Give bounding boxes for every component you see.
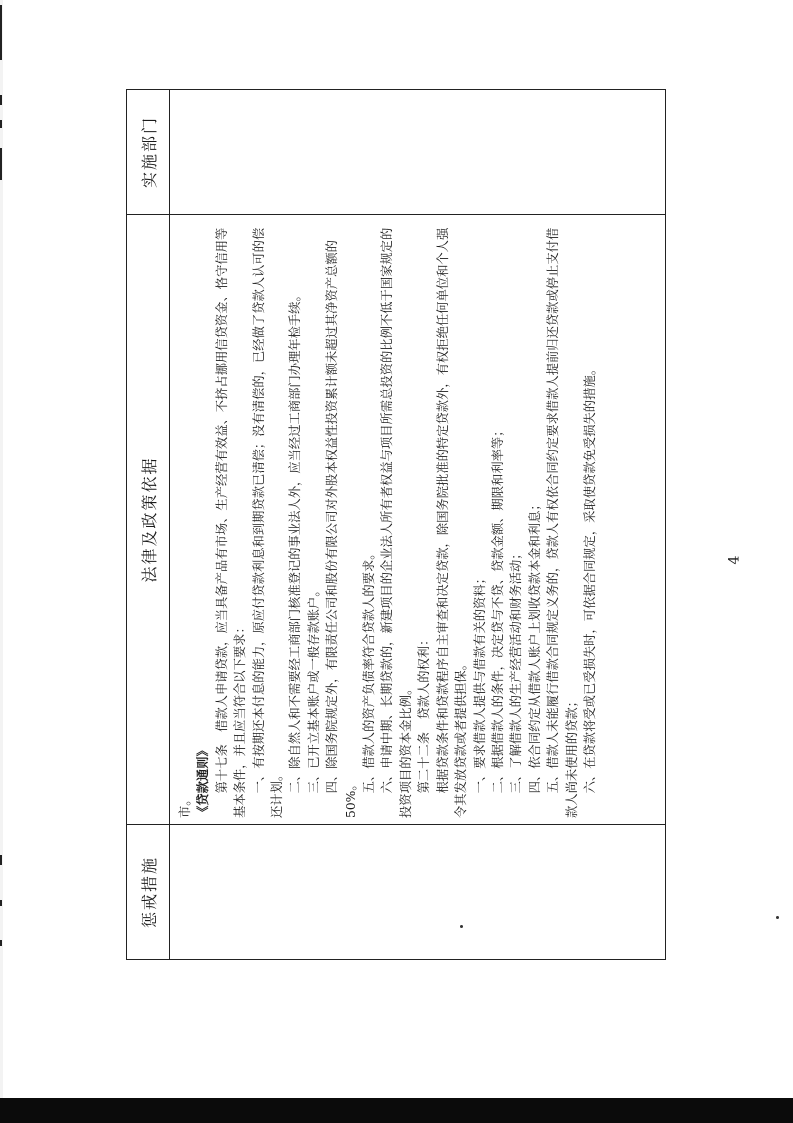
- scan-bottom-band: [0, 1098, 793, 1123]
- clause-item: 六、申请中期、长期贷款的，新建项目的企业法人所有者权益与项目所需总投资的比例不低于国家规定的投资项目的资本金比例。: [380, 227, 413, 818]
- clause-item: 四、依合同约定从借款人账户上划收贷款本金和利息；: [527, 498, 542, 794]
- article-22: 第二十二条 贷款人的权利：: [417, 633, 432, 794]
- clause-item: 三、了解借款人的生产经营活动和财务活动；: [509, 547, 524, 794]
- clause-item: 一、要求借款人提供与借款有关的资料；: [472, 572, 487, 794]
- scan-mark: [0, 940, 2, 946]
- clause-item: 根据贷款条件和贷款程序自主审查和决定贷款，除国务院批准的特定贷款外，有权拒绝任何单位和个人强令其发放贷款或者提供担保。: [435, 227, 469, 818]
- header-department: 实施部门: [127, 90, 170, 215]
- text-line: 市。: [178, 793, 192, 818]
- scan-mark: [0, 855, 2, 865]
- page-number: 4: [726, 555, 743, 565]
- clause-item: 二、除自然人和不需要经工商部门核准登记的事业法人外，应当经过工商部门办理年检手续。: [288, 289, 303, 794]
- header-measures: 惩戒措施: [127, 825, 170, 960]
- header-basis: 法律及政策依据: [127, 215, 170, 825]
- measures-cell: [170, 825, 666, 960]
- clause-item: 一、有按期还本付息的能力，原应付贷款利息和到期贷款已清偿；没有清偿的，已经做了贷款人认可的偿还计划。: [251, 227, 285, 818]
- clause-item: 四、除国务院规定外，有限责任公司和股份有限公司对外股本权益性投资累计额未超过其净资产总额的50%。: [325, 240, 358, 818]
- scan-mark: [0, 148, 2, 180]
- clause-item: 三、已开立基本账户或一般存款账户。: [306, 584, 321, 794]
- clause-item: 五、借款人的资产负债率符合贷款人的要求。: [362, 547, 377, 794]
- basis-cell: [170, 215, 666, 825]
- scan-speck: [776, 916, 779, 919]
- scan-mark: [0, 120, 2, 128]
- scan-mark: [0, 95, 2, 105]
- law-basis-table: [126, 89, 666, 960]
- regulation-title: 《贷款通则》: [195, 744, 211, 818]
- clause-item: 二、根据借款人的条件，决定贷与不贷、贷款金额、期限和利率等；: [490, 424, 505, 794]
- scan-speck: [460, 925, 463, 928]
- clause-item: 五、借款人未能履行借款合同规定义务的，贷款人有权依合同约定要求借款人提前归还贷款或停止支付借款人尚未使用的贷款；: [546, 227, 579, 818]
- article-17: 第十七条 借款人申请贷款，应当具备产品有市场、生产经营有效益、不挤占挪用信贷资金、恪守信用等基本条件，并且应当符合以下要求：: [214, 227, 248, 818]
- rotated-page: [126, 90, 666, 960]
- department-cell: [170, 90, 666, 215]
- clause-item: 六、在贷款将受或已受损失时，可依据合同规定，采取使贷款免受损失的措施。: [582, 363, 597, 794]
- scan-mark: [0, 5, 2, 60]
- scan-mark: [0, 900, 2, 906]
